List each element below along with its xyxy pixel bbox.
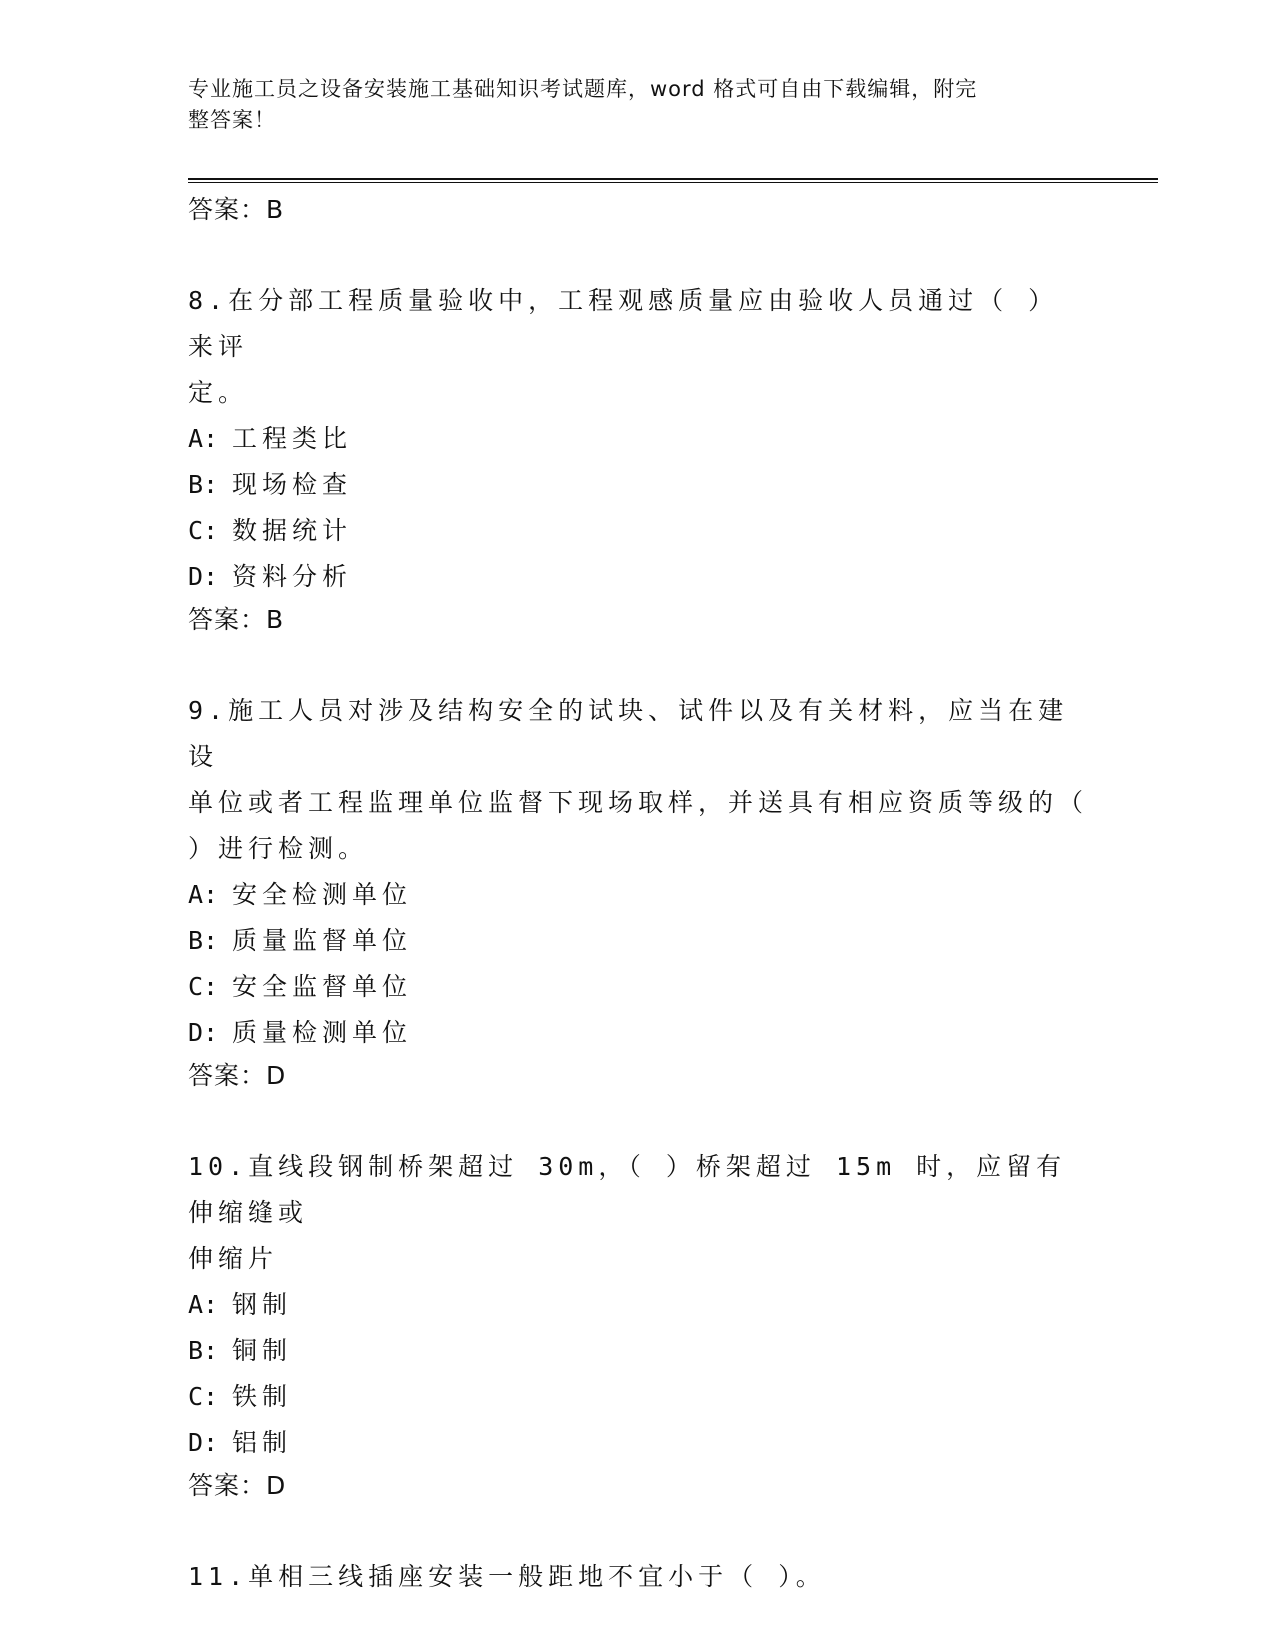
question-item <box>188 1554 1088 1600</box>
answer-line: 答案：B <box>188 195 285 224</box>
option-d: D: 质量检测单位 <box>188 1018 413 1047</box>
option-b: B: 质量监督单位 <box>188 926 413 955</box>
question-item <box>188 1144 1088 1506</box>
option-d: D: 铝制 <box>188 1428 293 1457</box>
header-divider-thick <box>188 178 1158 180</box>
question-text: ）进行检测。 <box>188 834 369 863</box>
question-text: 定。 <box>188 378 249 407</box>
header-divider-thin <box>188 182 1158 183</box>
document-header <box>188 74 1068 136</box>
question-item <box>188 688 1088 1096</box>
option-a: A: 工程类比 <box>188 424 353 453</box>
option-b: B: 现场检查 <box>188 470 353 499</box>
answer-line: 答案：D <box>188 1061 287 1090</box>
option-c: C: 安全监督单位 <box>188 972 413 1001</box>
option-d: D: 资料分析 <box>188 562 353 591</box>
option-c: C: 铁制 <box>188 1382 293 1411</box>
question-text: 8.在分部工程质量验收中，工程观感质量应由验收人员通过（ ）来评 <box>188 286 1059 361</box>
answer-line: 答案：B <box>188 605 285 634</box>
header-line-1: 专业施工员之设备安装施工基础知识考试题库，word 格式可自由下载编辑，附完 <box>188 77 978 101</box>
question-text: 11.单相三线插座安装一般距地不宜小于（ ）。 <box>188 1562 826 1591</box>
question-text: 10.直线段钢制桥架超过 30m，（ ）桥架超过 15m 时，应留有伸缩缝或 <box>188 1152 1067 1227</box>
question-item <box>188 278 1088 640</box>
answer-line: 答案：D <box>188 1471 287 1500</box>
option-b: B: 铜制 <box>188 1336 293 1365</box>
option-c: C: 数据统计 <box>188 516 353 545</box>
header-line-2: 整答案！ <box>188 108 276 132</box>
question-text: 单位或者工程监理单位监督下现场取样，并送具有相应资质等级的（ <box>188 788 1089 817</box>
option-a: A: 安全检测单位 <box>188 880 413 909</box>
question-text: 伸缩片 <box>188 1244 279 1273</box>
question-list <box>188 190 1088 1600</box>
option-a: A: 钢制 <box>188 1290 293 1319</box>
question-text: 9.施工人员对涉及结构安全的试块、试件以及有关材料，应当在建设 <box>188 696 1069 771</box>
